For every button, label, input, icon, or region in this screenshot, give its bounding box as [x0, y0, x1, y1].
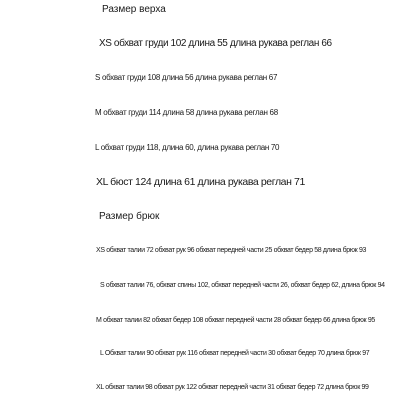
pants-size-s: S обхват талии 76, обхват спины 102, обхват передней части 26, обхват бедер 62, длина брюк 94	[100, 282, 385, 289]
pants-size-l: L Обхват талии 90 обхват рук 116 обхват передней части 30 обхват бедер 70 длина брюк 97	[100, 350, 370, 357]
top-size-heading: Размер верха	[102, 4, 166, 15]
top-size-m: M обхват груди 114 длина 58 длина рукава реглан 68	[95, 108, 278, 117]
bottom-size-heading: Размер брюк	[99, 211, 160, 222]
pants-size-xs: XS обхват талии 72 обхват рук 96 обхват передней части 25 обхват бедер 58 длина брюк 93	[96, 247, 367, 254]
pants-size-m: M обхват талии 82 обхват бедер 108 обхват передней части 28 обхват бедер 66 длина брюк 95	[96, 317, 375, 324]
top-size-xs: XS обхват груди 102 длина 55 длина рукава реглан 66	[99, 38, 332, 49]
top-size-xl: XL бюст 124 длина 61 длина рукава реглан 71	[96, 176, 305, 188]
pants-size-xl: XL обхват талии 98 обхват рук 122 обхват передней части 31 обхват бедер 72 длина брюк 99	[96, 384, 369, 391]
top-size-l: L обхват груди 118, длина 60, длина рукава реглан 70	[95, 143, 280, 152]
top-size-s: S обхват груди 108 длина 56 длина рукава реглан 67	[95, 73, 278, 82]
